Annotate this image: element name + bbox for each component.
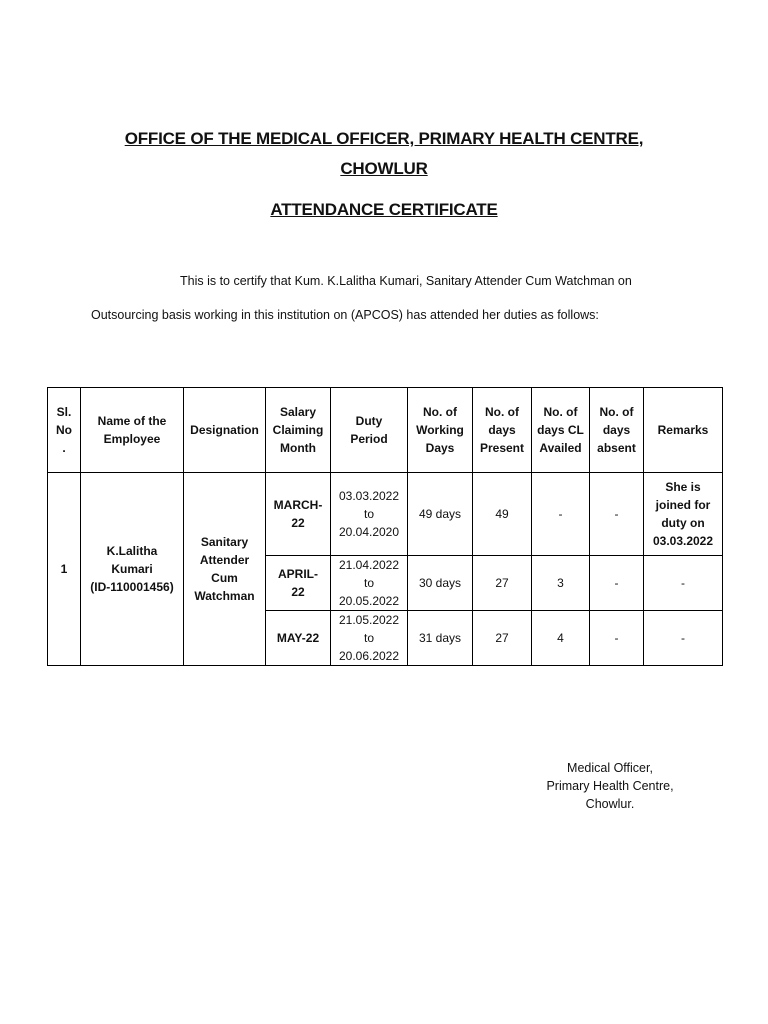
- header-salary-month: Salary Claiming Month: [266, 388, 331, 473]
- header-employee-name: Name of the Employee: [81, 388, 184, 473]
- cell-sl-no: 1: [48, 473, 81, 666]
- cell-days-absent: -: [590, 611, 644, 666]
- signature-line-2: Primary Health Centre,: [546, 779, 674, 793]
- header-days-absent: No. of days absent: [590, 388, 644, 473]
- table-header-row: [48, 388, 723, 473]
- cell-days-present: 27: [473, 611, 532, 666]
- cell-designation: Sanitary Attender Cum Watchman: [184, 473, 266, 666]
- header-cl-availed: No. of days CL Availed: [532, 388, 590, 473]
- cell-cl-availed: 4: [532, 611, 590, 666]
- header-designation: Designation: [184, 388, 266, 473]
- table-row: [48, 473, 723, 556]
- cell-remarks: -: [644, 556, 723, 611]
- cell-duty-period: 03.03.2022 to 20.04.2020: [331, 473, 408, 556]
- cell-month: MARCH- 22: [266, 473, 331, 556]
- cell-remarks: She is joined for duty on 03.03.2022: [644, 473, 723, 556]
- cell-duty-period: 21.04.2022 to 20.05.2022: [331, 556, 408, 611]
- cell-days-present: 27: [473, 556, 532, 611]
- header-duty-period: Duty Period: [331, 388, 408, 473]
- cell-cl-availed: 3: [532, 556, 590, 611]
- cell-working-days: 49 days: [408, 473, 473, 556]
- cell-employee-name: K.Lalitha Kumari (ID-110001456): [81, 473, 184, 666]
- office-heading-line2: CHOWLUR: [340, 159, 428, 178]
- cell-remarks: -: [644, 611, 723, 666]
- header-days-present: No. of days Present: [473, 388, 532, 473]
- signature-block: [520, 759, 700, 813]
- office-heading: [100, 124, 668, 184]
- certify-line-2: Outsourcing basis working in this institution on (APCOS) has attended her duties as follows:: [91, 308, 599, 322]
- cell-month: APRIL- 22: [266, 556, 331, 611]
- cell-days-absent: -: [590, 556, 644, 611]
- office-heading-line1: OFFICE OF THE MEDICAL OFFICER, PRIMARY HEALTH CENTRE,: [124, 129, 644, 148]
- certificate-title: ATTENDANCE CERTIFICATE: [270, 200, 498, 219]
- cell-duty-period: 21.05.2022 to 20.06.2022: [331, 611, 408, 666]
- cell-cl-availed: -: [532, 473, 590, 556]
- cell-month: MAY-22: [266, 611, 331, 666]
- certify-line-1: This is to certify that Kum. K.Lalitha Kumari, Sanitary Attender Cum Watchman on: [180, 274, 632, 288]
- cell-days-absent: -: [590, 473, 644, 556]
- header-sl-no: Sl. No .: [48, 388, 81, 473]
- cell-working-days: 30 days: [408, 556, 473, 611]
- header-working-days: No. of Working Days: [408, 388, 473, 473]
- attendance-table: [47, 387, 723, 666]
- header-remarks: Remarks: [644, 388, 723, 473]
- signature-line-1: Medical Officer,: [567, 761, 653, 775]
- signature-line-3: Chowlur.: [585, 797, 635, 811]
- cell-days-present: 49: [473, 473, 532, 556]
- cell-working-days: 31 days: [408, 611, 473, 666]
